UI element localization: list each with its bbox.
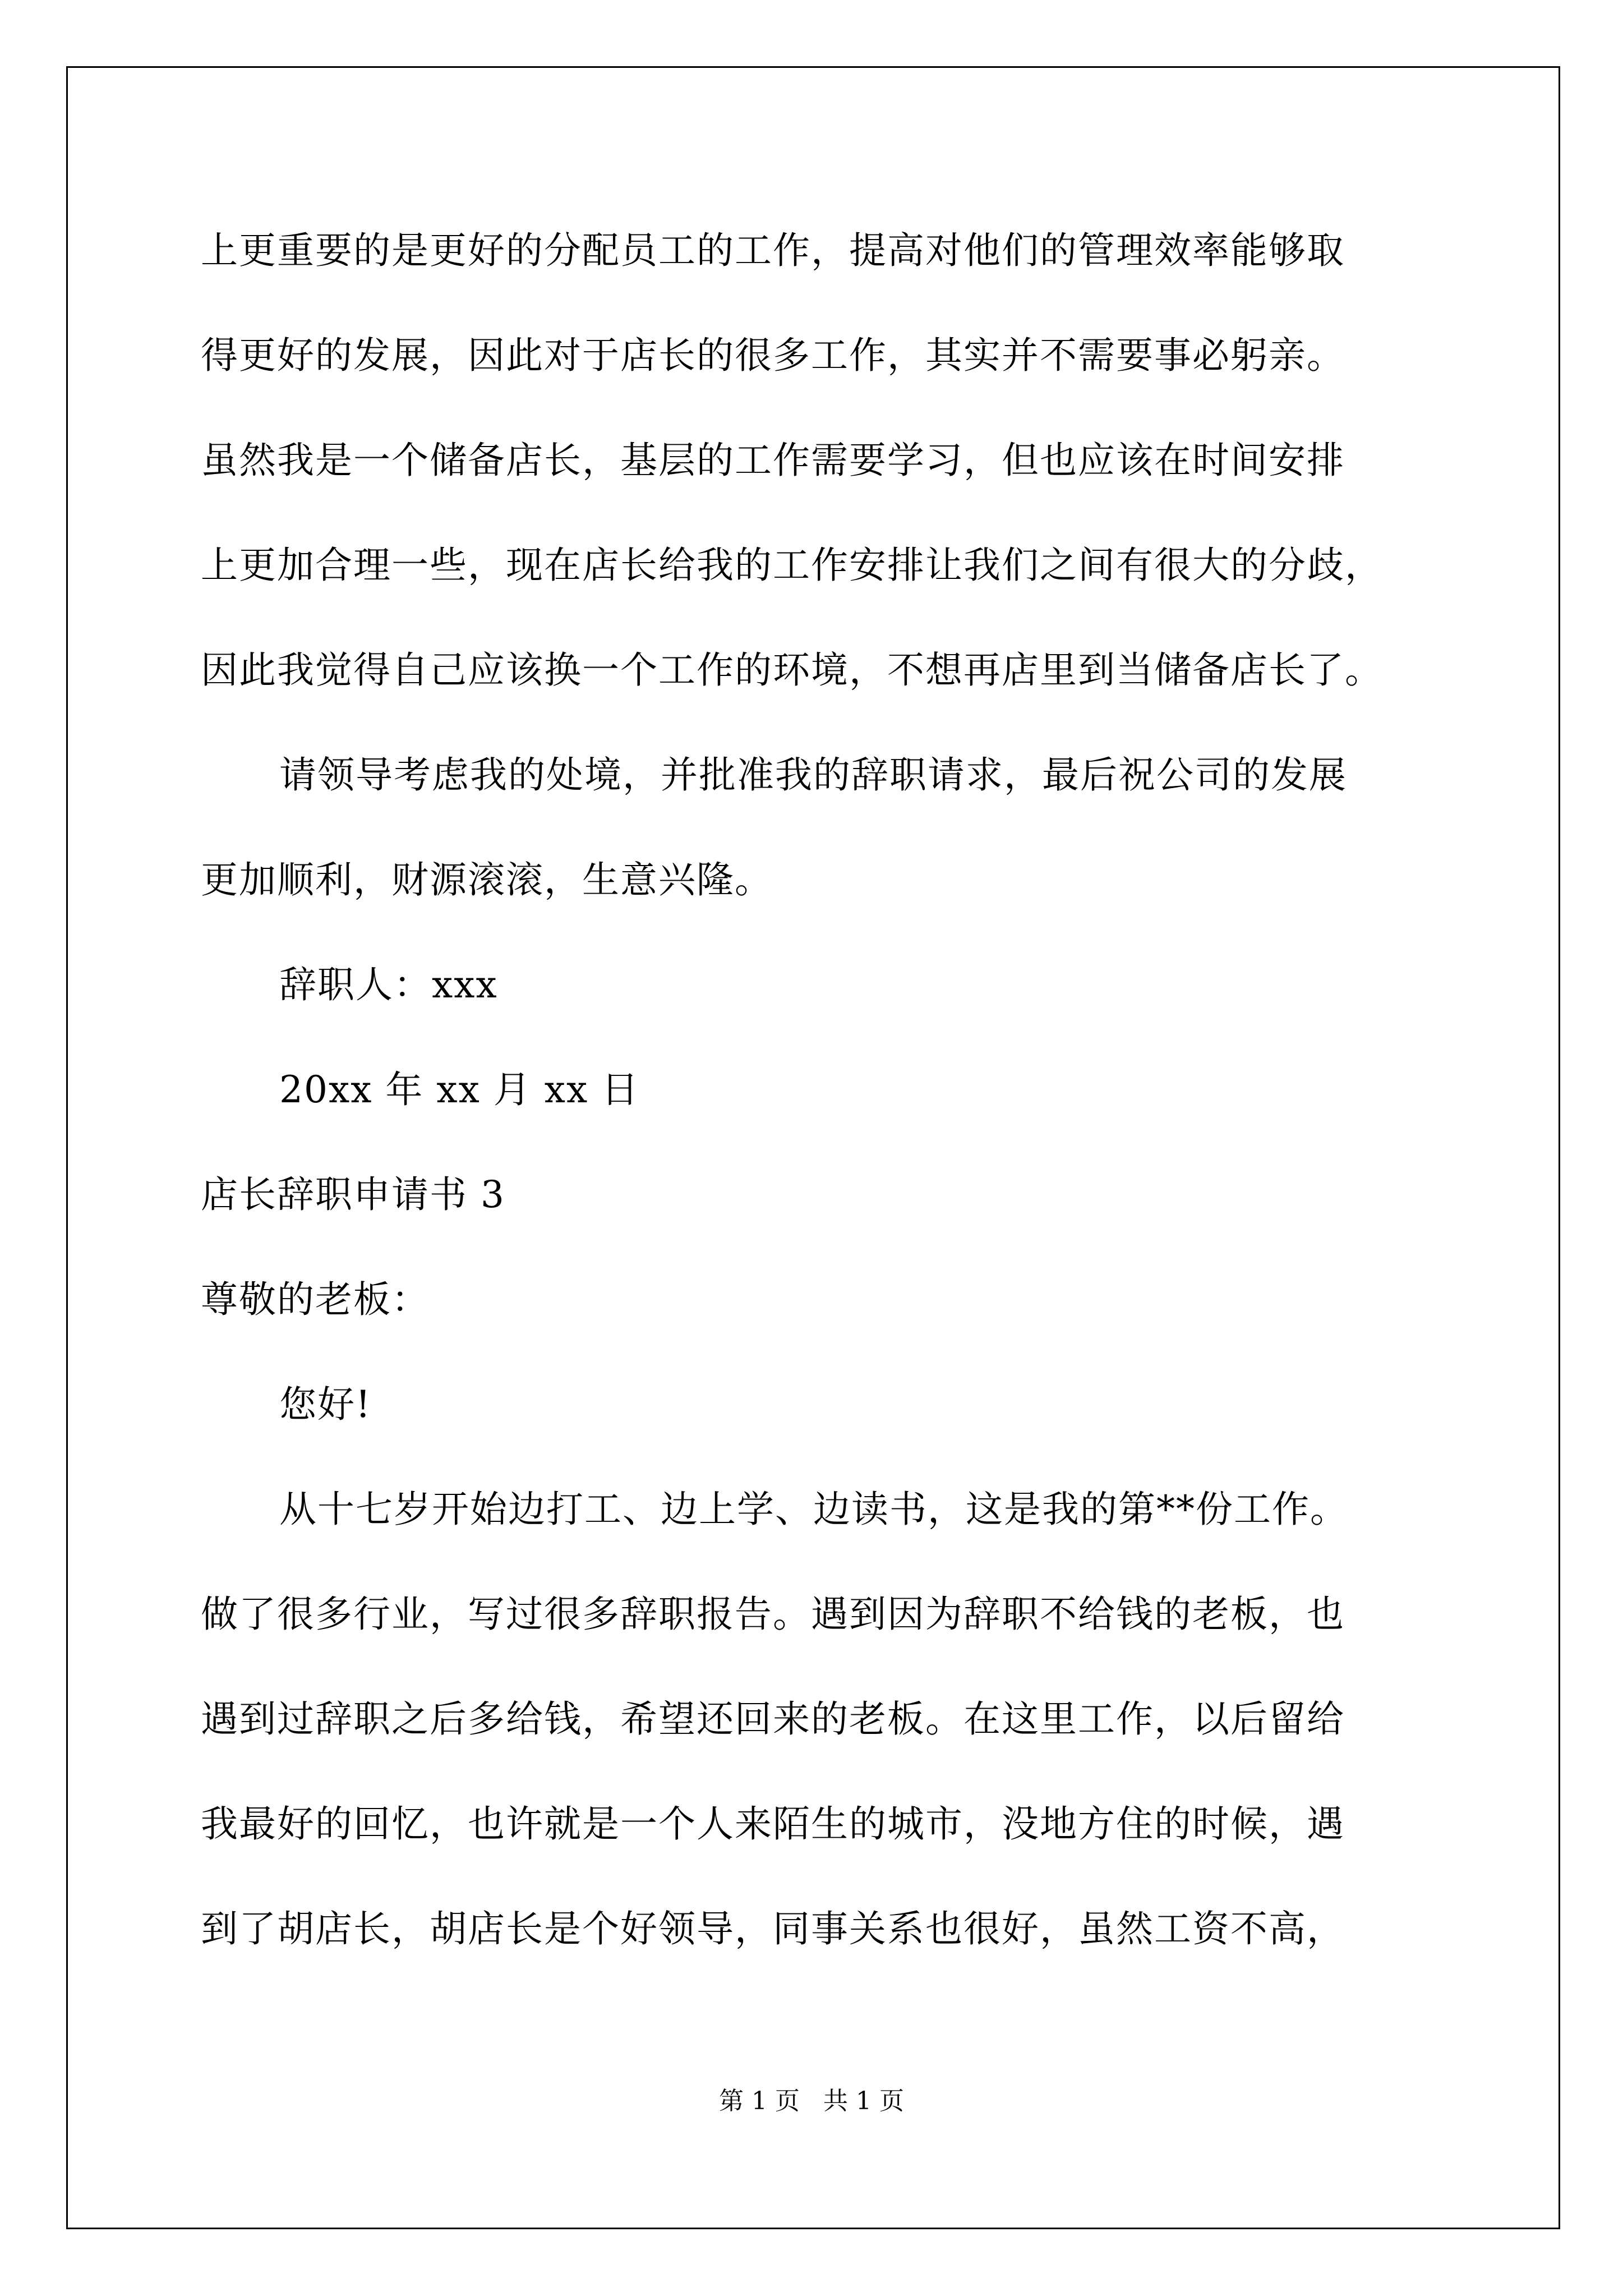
text-line: 到了胡店长，胡店长是个好领导，同事关系也很好，虽然工资不高， xyxy=(201,1907,1345,1950)
text-line: 更加顺利，财源滚滚，生意兴隆。 xyxy=(201,858,773,901)
text-line: 上更加合理一些，现在店长给我的工作安排让我们之间有很大的分歧， xyxy=(201,544,1383,587)
signature-date: 20xx 年 xx 月 xx 日 xyxy=(279,1068,640,1111)
text-line: 请领导考虑我的处境，并批准我的辞职请求，最后祝公司的发展 xyxy=(279,753,1347,797)
text-line: 做了很多行业，写过很多辞职报告。遇到因为辞职不给钱的老板，也 xyxy=(201,1593,1345,1636)
page-number-footer: 第 1 页 共 1 页 xyxy=(719,2087,904,2115)
document-body xyxy=(201,222,1435,2005)
section-title: 店长辞职申请书 3 xyxy=(201,1173,505,1216)
text-line: 我最好的回忆，也许就是一个人来陌生的城市，没地方住的时候，遇 xyxy=(201,1802,1345,1846)
text-line: 上更重要的是更好的分配员工的工作，提高对他们的管理效率能够取 xyxy=(201,229,1345,272)
text-line: 因此我觉得自己应该换一个工作的环境，不想再店里到当储备店长了。 xyxy=(201,648,1383,692)
salutation: 尊敬的老板： xyxy=(201,1278,430,1321)
signature-name: 辞职人：xxx xyxy=(279,963,498,1006)
text-line: 从十七岁开始边打工、边上学、边读书，这是我的第**份工作。 xyxy=(279,1488,1348,1531)
greeting: 您好! xyxy=(279,1383,372,1426)
text-line: 遇到过辞职之后多给钱，希望还回来的老板。在这里工作，以后留给 xyxy=(201,1697,1345,1741)
text-line: 虽然我是一个储备店长，基层的工作需要学习，但也应该在时间安排 xyxy=(201,439,1345,482)
text-line: 得更好的发展，因此对于店长的很多工作，其实并不需要事必躬亲。 xyxy=(201,334,1345,377)
